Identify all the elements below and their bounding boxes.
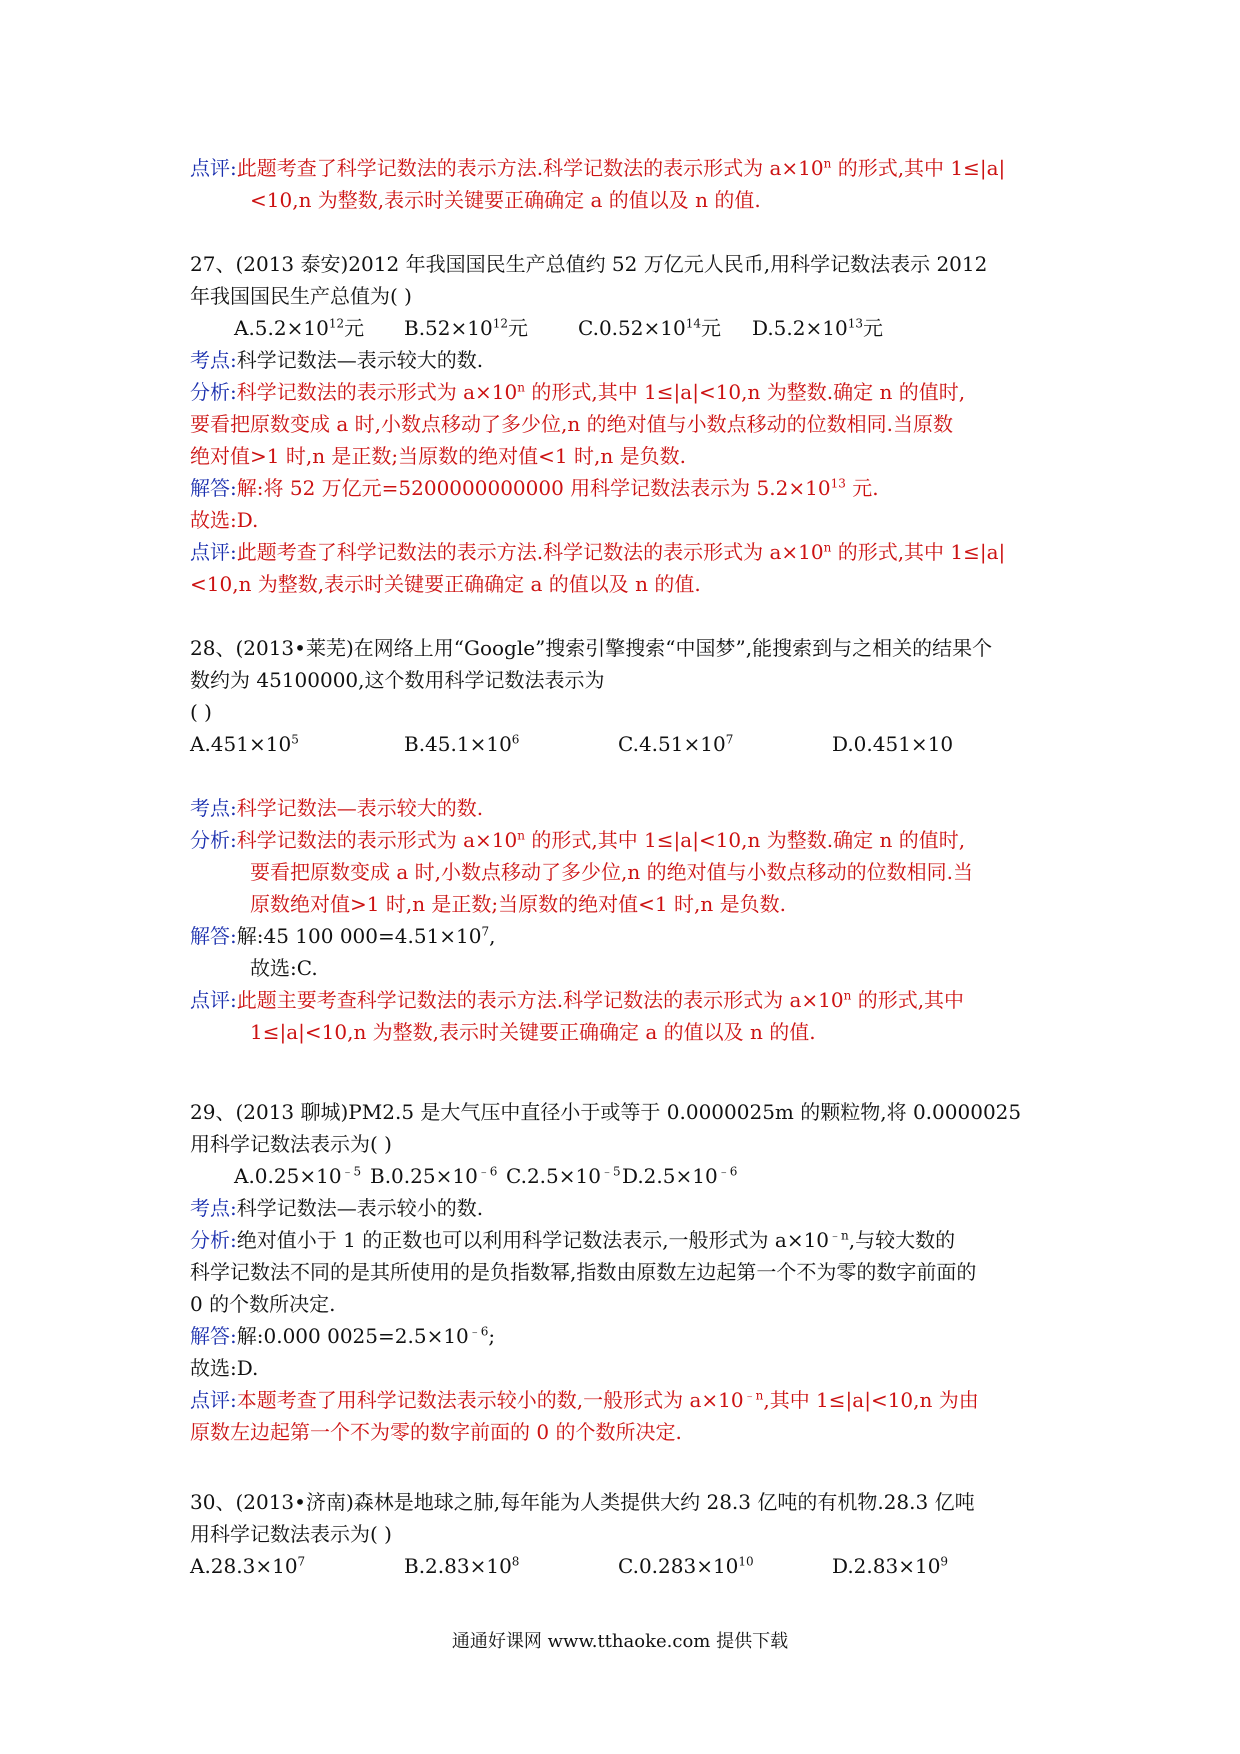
q30-option-b: $B.2.83\times 10^8$	[404, 1554, 520, 1578]
q27-options	[190, 312, 1070, 344]
page-footer: 通通好课网 www.tthaoke.com 提供下载	[451, 1631, 789, 1652]
q30-stem-line2: 用科学记数法表示为( )	[190, 1522, 392, 1546]
q29-fenxi: 分析:绝对值小于 1 的正数也可以利用科学记数法表示,一般形式为 $a\times 10^{﹣n}$,与较大数的	[190, 1228, 956, 1252]
q27-answer: 故选:D.	[190, 508, 259, 532]
q27-fenxi: 分析:科学记数法的表示形式为 $a\times 10^n$ 的形式,其中 1≤|a|<10,n 为整数.确定 n 的值时,	[190, 380, 966, 404]
q28-stem-line2: 数约为 45100000,这个数用科学记数法表示为	[190, 668, 605, 692]
q28-kaodian: 考点:科学记数法—表示较大的数.	[190, 796, 484, 820]
question-27: 27、(2013 泰安)2012 年我国国民生产总值约 52 万亿元人民币,用科学记数法表示 2012 年我国国民生产总值为( ) $A.5.2\times 10^{12}$元 $B.52\times 10^{12}$元 $C.0.52\times 10^{14}$元 $D.5.2\times 10^{13}$元 考点:科学记数法—表示较大的数. 分析:科学记数法的表示形式为 $a\times 10^n$ 的形式,其中 1≤|a|<10,n 为整数.确定 n 的值时, 要看把原数变成 a 时,小数点移动了多少位,n 的绝对值与小数点移动的位数相同.当原数 绝对值>1 时,n 是正数;当原数的绝对值<1 时,n 是负数. 解答:解:将 52 万亿元=5200000000000 用科学记数法表示为 $5.2\times 10^{13}$ 元. 故选:D. 点评:此题考查了科学记数法的表示方法.科学记数法的表示形式为 $a\times 10^n$ 的形式,其中 1≤|a| <10,n 为整数,表示时关键要正确确定 a 的值以及 n 的值.	[190, 248, 1070, 600]
q27-kaodian: 考点:科学记数法—表示较大的数.	[190, 348, 484, 372]
q28-answer: 故选:C.	[250, 956, 318, 980]
q29-options	[190, 1160, 1070, 1192]
q27-option-c: $C.0.52\times 10^{14}$元	[578, 316, 721, 340]
q27-dianping: 点评:此题考查了科学记数法的表示方法.科学记数法的表示形式为 $a\times 10^n$ 的形式,其中 1≤|a|	[190, 540, 1006, 564]
question-28: 28、(2013•莱芜)在网络上用“Google”搜索引擎搜索“中国梦”,能搜索到与之相关的结果个 数约为 45100000,这个数用科学记数法表示为 ( ) $A.451\times 10^5$ $B.45.1\times 10^6$ $C.4.51\times 10^7$ D.0.451×10 考点:科学记数法—表示较大的数. 分析:科学记数法的表示形式为 $a\times 10^n$ 的形式,其中 1≤|a|<10,n 为整数.确定 n 的值时, 要看把原数变成 a 时,小数点移动了多少位,n 的绝对值与小数点移动的位数相同.当 原数绝对值>1 时,n 是正数;当原数的绝对值<1 时,n 是负数. 解答:解:45 100 $000=4.51\times 10^7$, 故选:C. 点评:此题主要考查科学记数法的表示方法.科学记数法的表示形式为 $a\times 10^n$ 的形式,其中 1≤|a|<10,n 为整数,表示时关键要正确确定 a 的值以及 n 的值.	[190, 632, 1070, 1048]
q29-stem-line1: 29、(2013 聊城)PM2.5 是大气压中直径小于或等于 0.0000025m 的颗粒物,将 0.0000025	[190, 1100, 1022, 1124]
q27-option-a: $A.5.2\times 10^{12}$元	[234, 316, 365, 340]
q28-jieda: 解答:解:45 100 $000=4.51\times 10^7$,	[190, 924, 496, 948]
q29-option-a: $A.0.25\times 10^{﹣5}$	[234, 1164, 362, 1188]
q27-option-d: $D.5.2\times 10^{13}$元	[752, 316, 883, 340]
question-30	[190, 1486, 1070, 1582]
q29-option-b: $B.0.25\times 10^{﹣6}$	[370, 1164, 498, 1188]
q30-stem-line1: 30、(2013•济南)森林是地球之肺,每年能为人类提供大约 28.3 亿吨的有机物.28.3 亿吨	[190, 1490, 975, 1514]
q30-option-a: $A.28.3\times 10^7$	[190, 1554, 306, 1578]
q29-jieda: 解答:解:0.000 $0025=2.5\times 10^{﹣6}$;	[190, 1324, 496, 1348]
q28-option-d: D.0.451×10	[832, 732, 954, 756]
q29-answer: 故选:D.	[190, 1356, 259, 1380]
q29-kaodian: 考点:科学记数法—表示较小的数.	[190, 1196, 484, 1220]
q28-fenxi: 分析:科学记数法的表示形式为 $a\times 10^n$ 的形式,其中 1≤|a|<10,n 为整数.确定 n 的值时,	[190, 828, 966, 852]
q29-dianping: 点评:本题考查了用科学记数法表示较小的数,一般形式为 $a\times 10^{﹣n}$,其中 1≤|a|<10,n 为由	[190, 1388, 979, 1412]
q28-options	[190, 728, 1070, 760]
q30-options	[190, 1550, 1070, 1582]
q30-option-d: $D.2.83\times 10^9$	[832, 1554, 949, 1578]
q29-stem-line2: 用科学记数法表示为( )	[190, 1132, 392, 1156]
q26-dianping: 点评:此题考查了科学记数法的表示方法.科学记数法的表示形式为 $a\times 10^n$ 的形式,其中 1≤|a| <10,n 为整数,表示时关键要正确确定 a 的值以及 n 的值.	[190, 156, 1006, 212]
q28-option-b: $B.45.1\times 10^6$	[404, 732, 520, 756]
q28-stem-line3: ( )	[190, 700, 212, 724]
q28-option-a: $A.451\times 10^5$	[190, 732, 299, 756]
q28-stem-line1: 28、(2013•莱芜)在网络上用“Google”搜索引擎搜索“中国梦”,能搜索到与之相关的结果个	[190, 636, 993, 660]
q27-option-b: $B.52\times 10^{12}$元	[404, 316, 528, 340]
question-29: 29、(2013 聊城)PM2.5 是大气压中直径小于或等于 0.0000025m 的颗粒物,将 0.0000025 用科学记数法表示为( ) $A.0.25\times 10^{﹣5}$ $B.0.25\times 10^{﹣6}$ $C.2.5\times 10^{﹣5}$ $D.2.5\times 10^{﹣6}$ 考点:科学记数法—表示较小的数. 分析:绝对值小于 1 的正数也可以利用科学记数法表示,一般形式为 $a\times 10^{﹣n}$,与较大数的 科学记数法不同的是其所使用的是负指数幂,指数由原数左边起第一个不为零的数字前面的 0 的个数所决定. 解答:解:0.000 $0025=2.5\times 10^{﹣6}$; 故选:D. 点评:本题考查了用科学记数法表示较小的数,一般形式为 $a\times 10^{﹣n}$,其中 1≤|a|<10,n 为由 原数左边起第一个不为零的数字前面的 0 的个数所决定.	[190, 1096, 1070, 1448]
dianping-label: 点评:	[190, 156, 237, 180]
q27-stem-line1: 27、(2013 泰安)2012 年我国国民生产总值约 52 万亿元人民币,用科学记数法表示 2012	[190, 252, 988, 276]
q28-option-c: $C.4.51\times 10^7$	[618, 732, 734, 756]
q27-stem-line2: 年我国国民生产总值为( )	[190, 284, 412, 308]
q30-option-c: $C.0.283\times 10^{10}$	[618, 1554, 754, 1578]
q29-option-c: $C.2.5\times 10^{﹣5}$	[506, 1164, 621, 1188]
q28-dianping: 点评:此题主要考查科学记数法的表示方法.科学记数法的表示形式为 $a\times 10^n$ 的形式,其中	[190, 988, 965, 1012]
q27-jieda: 解答:解:将 52 万亿元=5200000000000 用科学记数法表示为 $5.2\times 10^{13}$ 元.	[190, 476, 879, 500]
q29-option-d: $D.2.5\times 10^{﹣6}$	[622, 1164, 738, 1188]
